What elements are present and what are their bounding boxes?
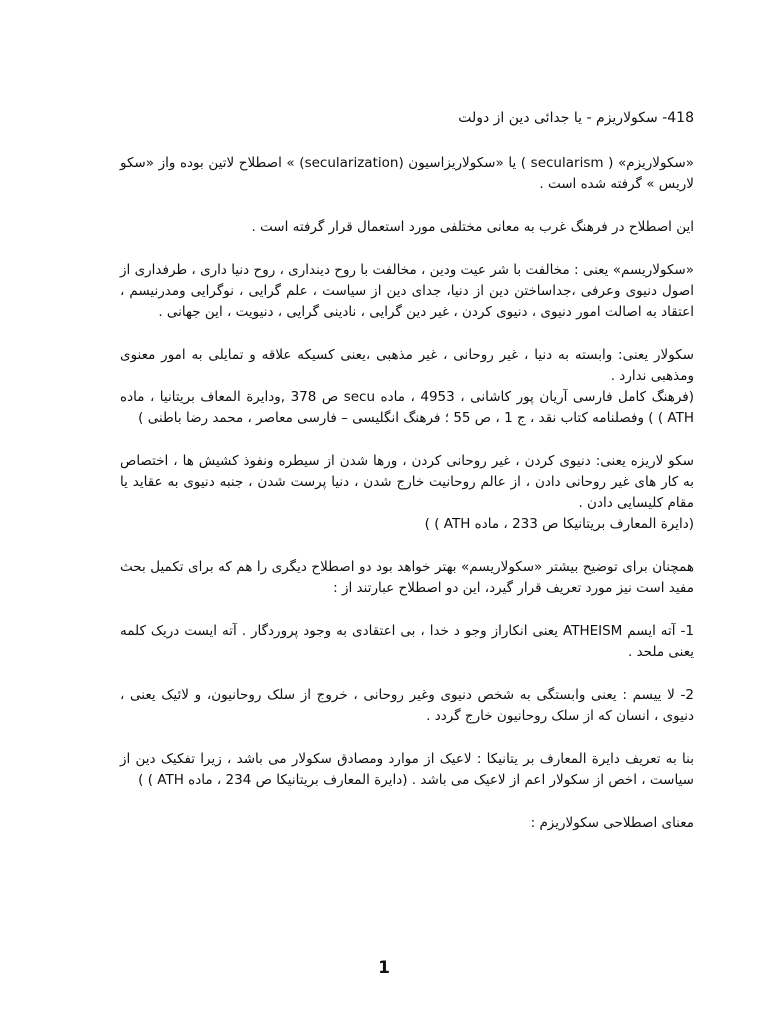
page-number: 1 (378, 958, 390, 978)
paragraph-atheism: 1- آته ایسم ATHEISM یعنی انکاراز وجو د خدا ، بی اعتقادی به وجود پروردگار . آته ایست دریک کلمه یعنی ملحد . (120, 623, 694, 660)
document-title: 418- سکولاریزم - یا جدائی دین از دولت (458, 110, 694, 126)
paragraph-secular-meaning: سکولار یعنی: وابسته به دنیا ، غیر روحانی ، غیر مذهبی ،یعنی کسیکه علاقه و تمایلی به امور معنوی ومذهبی ندارد . (120, 347, 694, 384)
paragraph-britannica: بنا به تعریف دایرة المعارف بر یتانیکا : لاعیک از موارد ومصادق سکولار می باشد ، زیرا تفکیک دین از سیاست ، اخص از سکولار اعم از لاعیک می باشد . (دایرة المعارف بریتانیکا ص 234 ، ماده ATH ) ) (120, 751, 694, 788)
paragraph-secularize-citation: (دایرة المعارف بریتانیکا ص 233 ، ماده ATH ) ) (424, 516, 694, 532)
document-body (120, 108, 694, 834)
paragraph-definition: «سکولاریزم» ( secularism ) یا «سکولاریزاسیون (secularization) » اصطلاح لاتین بوده واز «سکو لاریس » گرفته شده است . (120, 155, 694, 192)
paragraph-secularize-meaning: سکو لاریزه یعنی: دنیوی کردن ، غیر روحانی کردن ، ورها شدن از سیطره ونفوذ کشیش ها ، اختصاص به کار های غیر روحانی دادن ، از عالم روحانیت خارج شدن ، دنیا پرست شدن ، جنبه دنیوی به عقاید یا مقام کلیسایی دادن . (120, 453, 694, 511)
paragraph-usage: این اصطلاح در فرهنگ غرب به معانی مختلفی مورد استعمال قرار گرفته است . (251, 219, 694, 235)
paragraph-laicism: 2- لا ییسم : یعنی وابستگی به شخص دنیوی وغیر روحانی ، خروج از سلک روحانیون، و لائیک یعنی ، دنیوی ، انسان که از سلک روحانیون خارج گردد . (120, 687, 694, 724)
paragraph-secular-citation: (فرهنگ کامل فارسی آریان پور کاشانی ، 4953 ، ماده secu ص 378 ,ودایرة المعاف بریتانیا ، ماده ATH ) ) وفصلنامه کتاب نقد ، ج 1 ، ص 55 ؛ فرهنگ انگلیسی – فارسی معاصر ، محمد رضا باطنی ) (120, 389, 695, 426)
paragraph-technical-meaning: معنای اصطلاحی سکولاریزم : (530, 815, 694, 831)
paragraph-related-terms: همچنان برای توضیح بیشتر «سکولاریسم» بهتر خواهد بود دو اصطلاح دیگری را هم که برای تکمیل بحث مفید است نیز مورد تعریف قرار گیرد، این دو اصطلاح عبارتند از : (120, 559, 694, 596)
paragraph-secularism-meaning: «سکولاریسم» یعنی : مخالفت با شر عیت ودین ، مخالفت با روح دینداری ، روح دنیا داری ، طرفداری از اصول دنیوی وعرفی ،جداساختن دین از دنیا، جدای دین از سیاست ، علم گرایی ، نوگرایی ومدرنیسم ، اعتقاد به اصالت امور دنیوی ، دنیوی کردن ، غیر دین گرایی ، نادینی گرایی ، دنیویت ، این جهانی . (120, 262, 694, 320)
